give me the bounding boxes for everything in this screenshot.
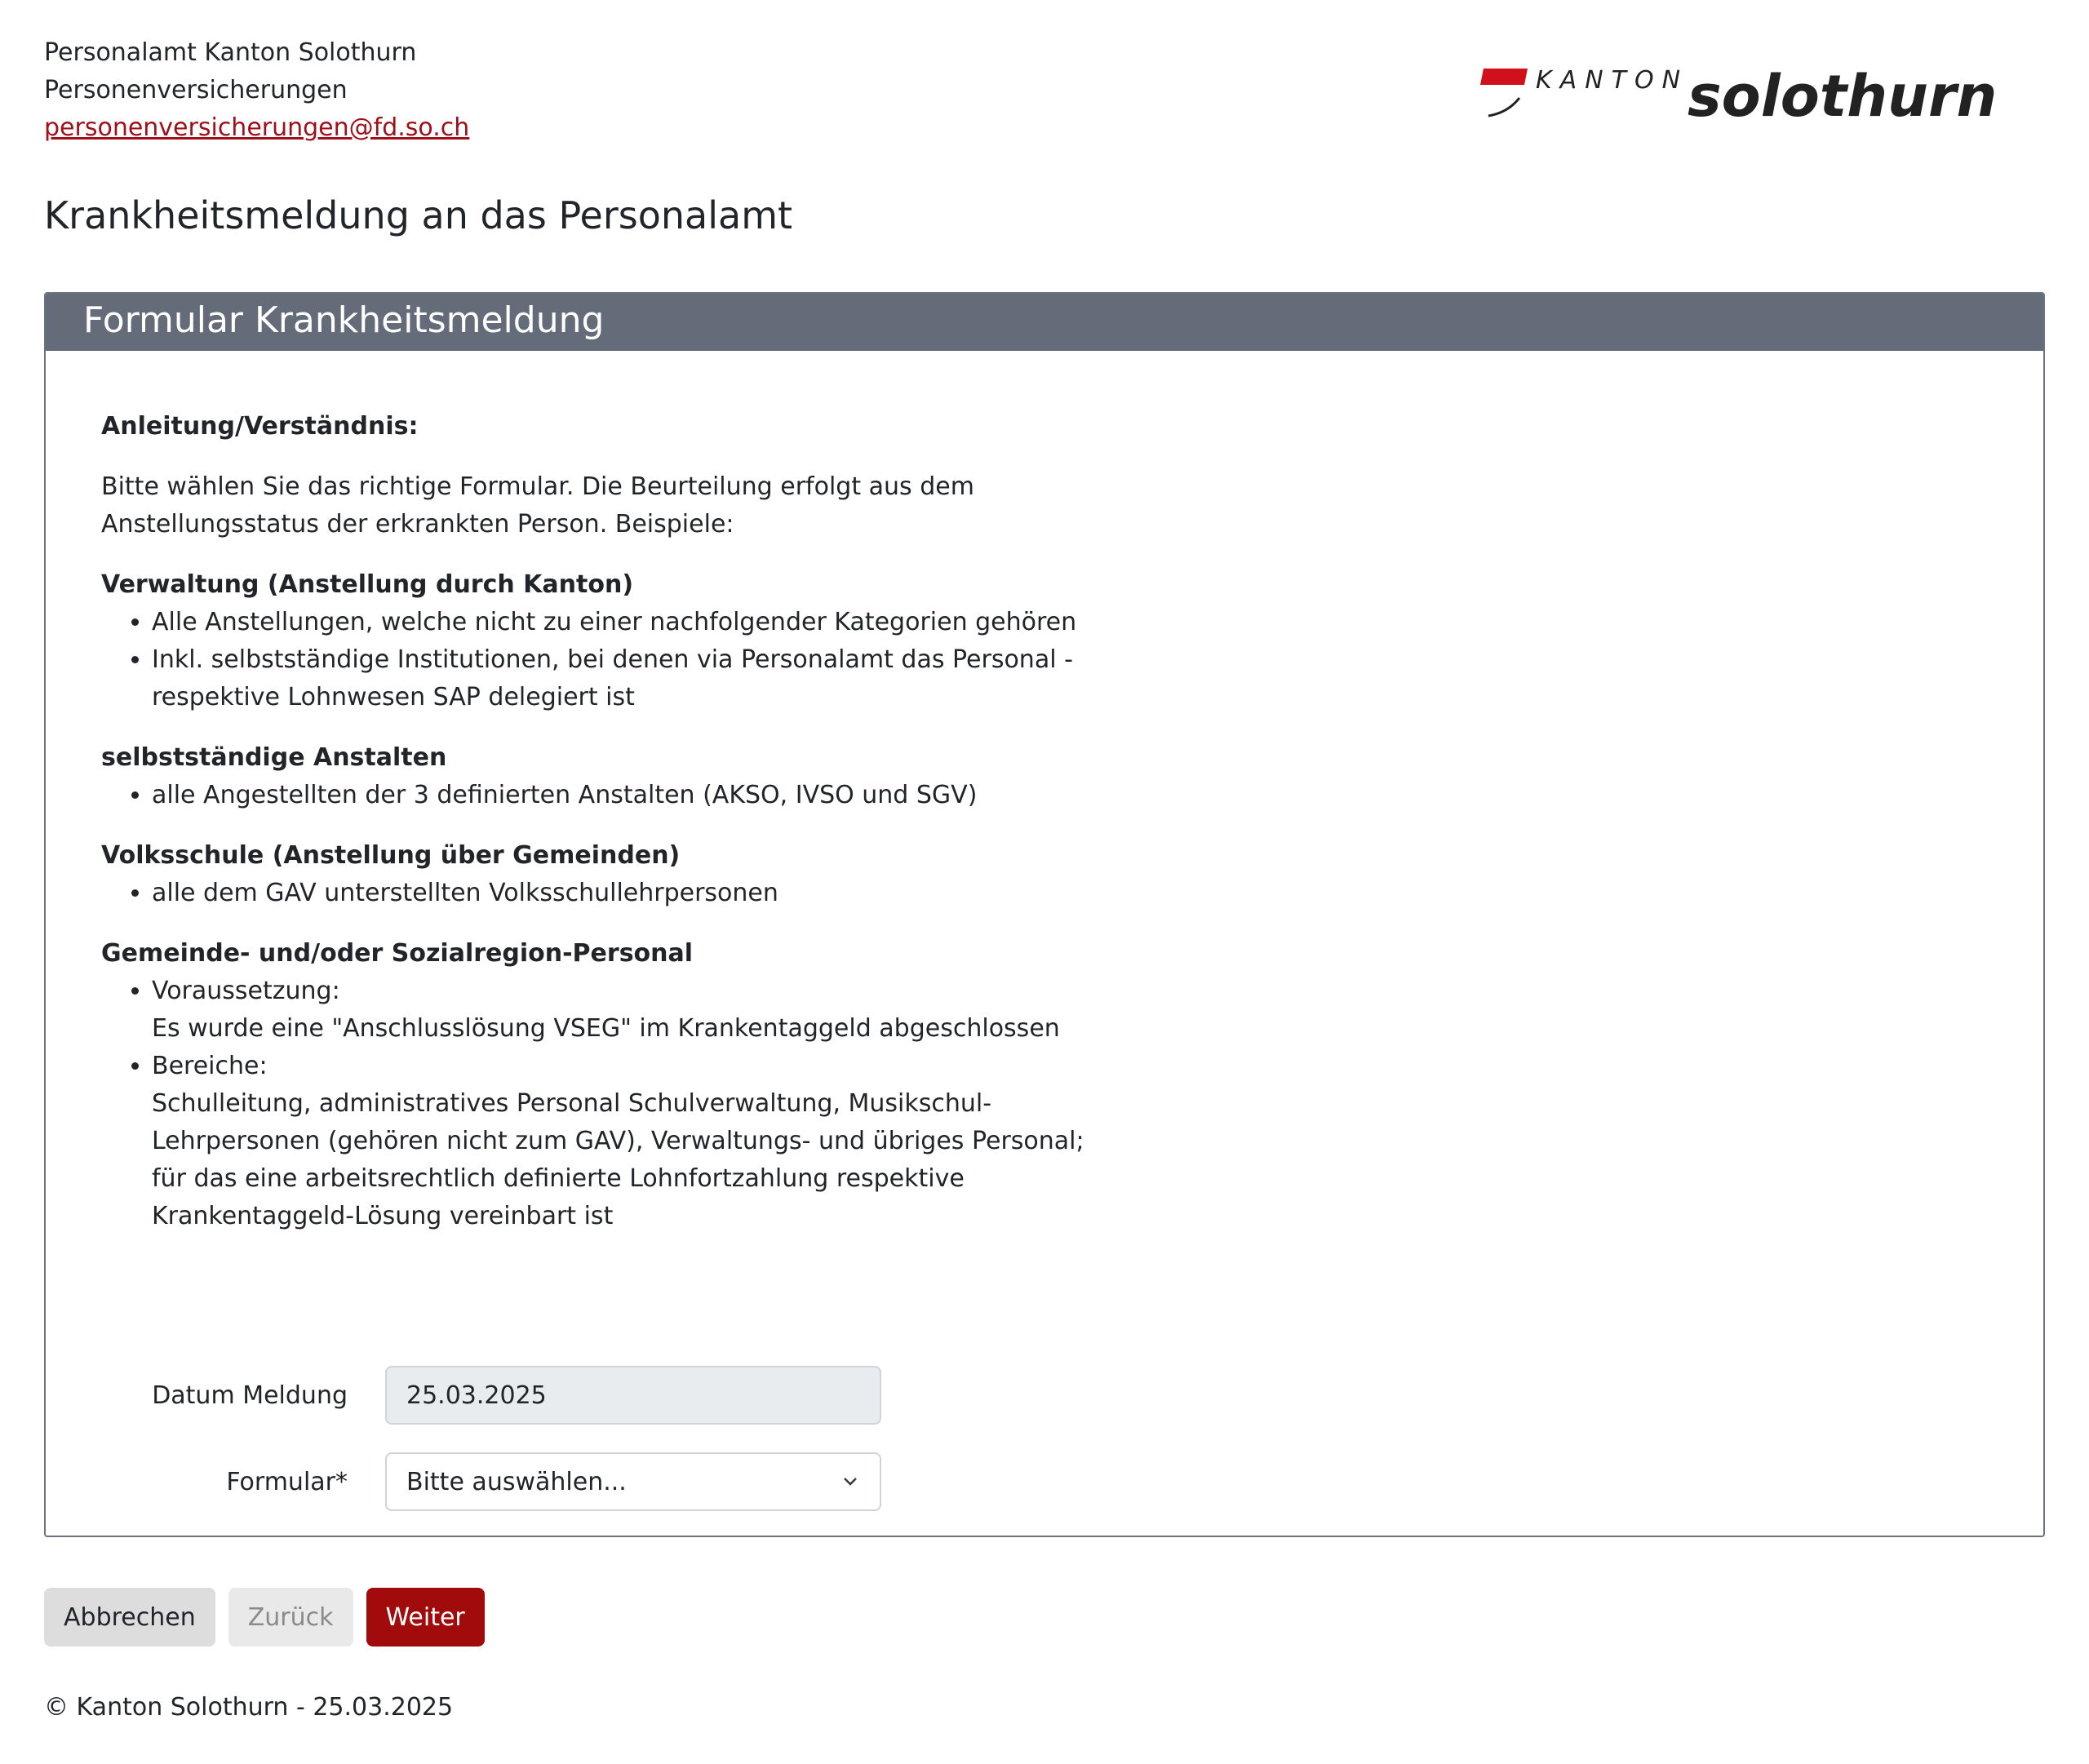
page-title: Krankheitsmeldung an das Personalamt	[44, 193, 793, 237]
kanton-solothurn-logo	[1477, 57, 2048, 131]
form-select-row	[46, 1452, 881, 1511]
section-list-volksschule	[101, 875, 1115, 912]
date-label: Datum Meldung	[152, 1381, 348, 1410]
form-select-label: Formular*	[226, 1467, 348, 1496]
card-body	[46, 351, 2043, 1235]
logo-swoosh-icon	[1488, 98, 1519, 116]
form-select-value: Bitte auswählen...	[406, 1467, 627, 1496]
section-list-anstalten	[101, 777, 1115, 814]
org-department: Personenversicherungen	[44, 76, 348, 104]
section-title-gemeinde: Gemeinde- und/oder Sozialregion-Personal	[101, 939, 694, 968]
list-item: • Bereiche: Schulleitung, administratives Personal Schulverwaltung, Musikschul-Lehrpersonen (gehören nicht zum GAV), Verwaltungs- und übriges Personal; für das eine arbeitsrechtlich definierte Lohnfortzahlung respektive Krankentaggeld-Lösung vereinbart ist	[152, 1048, 1115, 1235]
list-item: • alle dem GAV unterstellten Volksschullehrpersonen	[152, 875, 1115, 912]
next-button[interactable]: Weiter	[366, 1588, 485, 1647]
chevron-down-icon	[840, 1472, 860, 1491]
section-list-gemeinde	[101, 973, 1115, 1235]
list-item: • alle Angestellten der 3 definierten Anstalten (AKSO, IVSO und SGV)	[152, 777, 1115, 814]
form-card	[44, 292, 2045, 1537]
instructions-intro: Bitte wählen Sie das richtige Formular. Die Beurteilung erfolgt aus dem Anstellungsstatus der erkrankten Person. Beispiele:	[101, 472, 974, 539]
instructions-title: Anleitung/Verständnis:	[101, 412, 419, 441]
logo-flag-icon	[1480, 69, 1528, 85]
form-select[interactable]	[385, 1452, 881, 1511]
section-list-verwaltung	[101, 604, 1115, 716]
section-title-verwaltung: Verwaltung (Anstellung durch Kanton)	[101, 570, 634, 599]
date-field: 25.03.2025	[385, 1366, 881, 1425]
back-button[interactable]: Zurück	[228, 1588, 353, 1647]
org-email-link[interactable]: personenversicherungen@fd.so.ch	[44, 113, 470, 142]
org-name: Personalamt Kanton Solothurn	[44, 38, 417, 67]
footer-copyright: © Kanton Solothurn - 25.03.2025	[44, 1693, 454, 1722]
logo-kanton-text: KANTON	[1536, 66, 1689, 95]
org-contact-block	[44, 34, 469, 147]
section-title-anstalten: selbstständige Anstalten	[101, 743, 447, 772]
list-item: • Alle Anstellungen, welche nicht zu einer nachfolgender Kategorien gehören	[152, 604, 1115, 641]
list-item: • Voraussetzung: Es wurde eine "Anschlusslösung VSEG" im Krankentaggeld abgeschlossen	[152, 973, 1115, 1048]
section-title-volksschule: Volksschule (Anstellung über Gemeinden)	[101, 841, 681, 870]
action-buttons	[44, 1588, 485, 1647]
cancel-button[interactable]: Abbrechen	[44, 1588, 215, 1647]
list-item: • Inkl. selbstständige Institutionen, bei denen via Personalamt das Personal - respektive Lohnwesen SAP delegiert ist	[152, 641, 1115, 716]
date-row	[46, 1366, 881, 1425]
card-header: Formular Krankheitsmeldung	[46, 294, 2043, 351]
logo-solothurn-text: solothurn	[1688, 63, 1998, 130]
